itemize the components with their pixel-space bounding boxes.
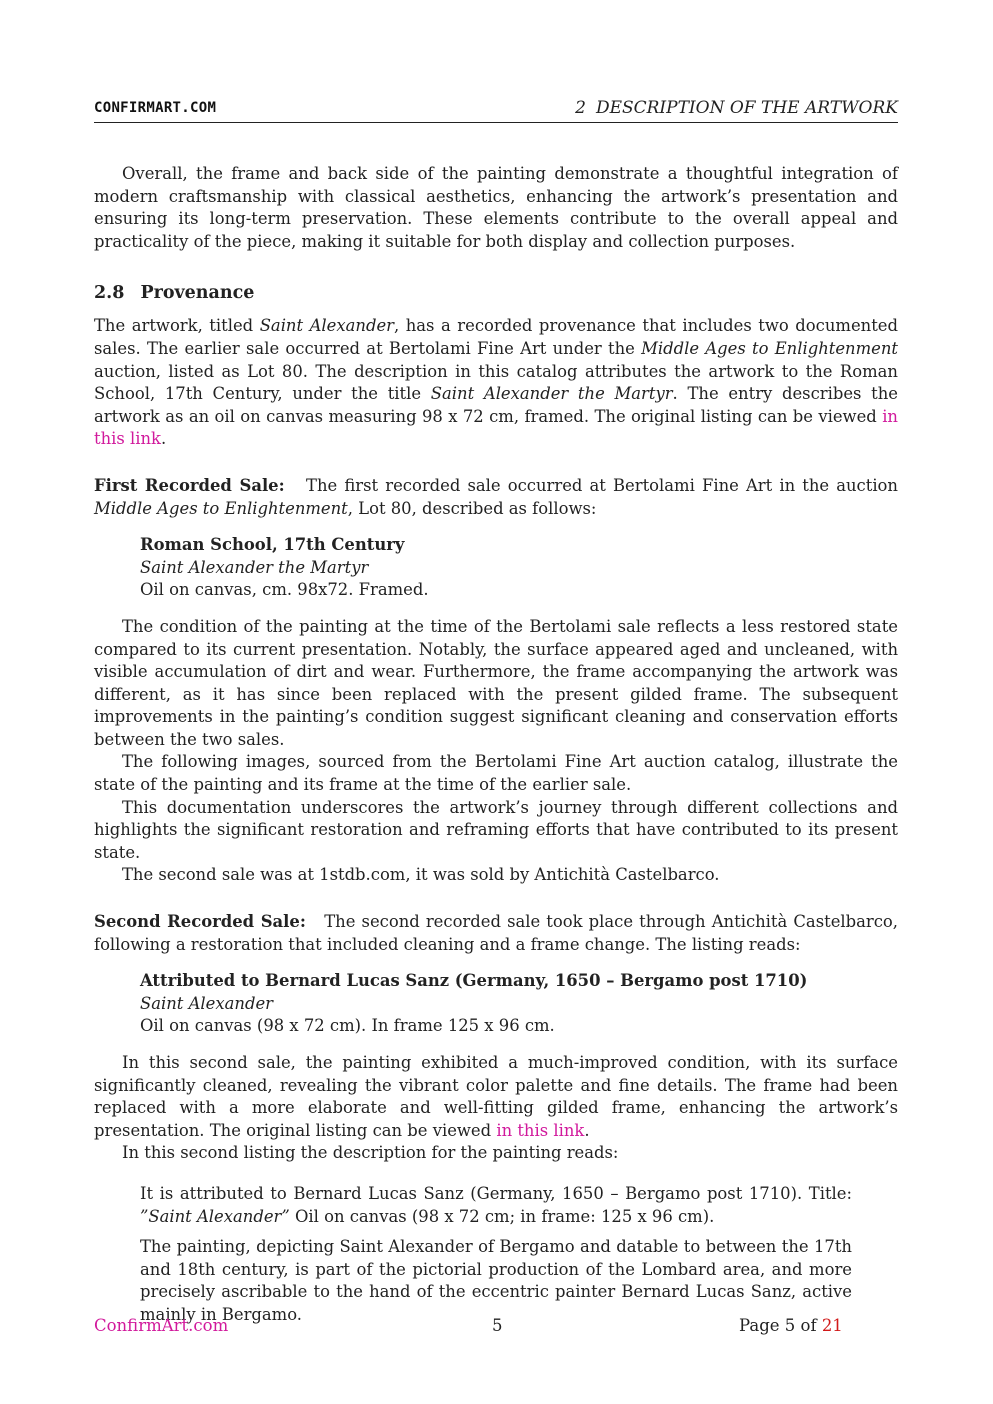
images-paragraph: The following images, sourced from the Bertolami Fine Art auction catalog, illustrate the state of the painting and its frame at the time of the earlier sale. (94, 752, 898, 795)
documentation-paragraph: This documentation underscores the artwork’s journey through different collections and highlights the significant restoration and reframing efforts that have contributed to its present state. (94, 797, 898, 862)
second-sale-paragraph (94, 911, 898, 956)
total-pages-link[interactable]: 21 (821, 1316, 843, 1335)
first-sale-paragraph (94, 475, 898, 520)
quote-attribution: Attributed to Bernard Lucas Sanz (Germany, 1650 – Bergamo post 1710) (140, 971, 808, 991)
footer-page-counter (739, 1316, 843, 1335)
auction-name: Middle Ages to Enlightenment (641, 338, 898, 358)
text-run: , Lot 80, described as follows: (347, 498, 597, 518)
intro-paragraph: Overall, the frame and back side of the painting demonstrate a thoughtful integration of modern craftsmanship with classical aesthetics, enhancing the artwork’s presentation and ensuring its long-term preservation. These elements contribute to the overall appeal and practicality of the piece, making it suitable for both display and collection purposes. (94, 164, 898, 251)
condition-paragraph: The condition of the painting at the time of the Bertolami sale reflects a less restored state compared to its current presentation. Notably, the surface appeared aged and uncleaned, with visible accumulation of dirt and wear. Furthermore, the frame accompanying the artwork was different, as it has since been replaced with the present gilded frame. The subsequent improvements in the painting’s condition suggest significant cleaning and conservation efforts between the two sales. (94, 616, 898, 749)
section-title: Provenance (140, 283, 255, 304)
page-counter-label: Page 5 of (739, 1316, 822, 1335)
text-run: , has a recorded provenance that includes two documented sales. The earlier sale occurred at Bertolami Fine Art under the (94, 316, 898, 358)
first-sale-quote (140, 534, 852, 602)
text-run: auction, listed as Lot 80. The description in this catalog attributes the artwork to the Roman School, 17th Century, under the title (94, 361, 898, 404)
provenance-paragraph (94, 315, 898, 451)
quote-medium: Oil on canvas (98 x 72 cm). In frame 125 x 96 cm. (140, 1016, 555, 1036)
text-run: It is attributed to Bernard Lucas Sanz (Germany, 1650 – Bergamo post 1710). Title: (140, 1183, 852, 1203)
footer-site-link[interactable]: ConfirmArt.com (94, 1316, 229, 1335)
second-listing-link[interactable]: in this link (496, 1120, 585, 1140)
text-run: The first recorded sale occurred at Bertolami Fine Art in the auction (306, 475, 898, 495)
page-footer (94, 1316, 898, 1340)
artwork-title: ”Saint Alexander” (140, 1206, 290, 1226)
second-sale-intro: The second sale was at 1stdb.com, it was sold by Antichità Castelbarco. (122, 865, 720, 885)
quote-title: Saint Alexander (140, 993, 273, 1013)
running-header (94, 98, 898, 123)
text-run: The artwork, titled (94, 316, 260, 336)
artwork-title: Saint Alexander the Martyr (430, 384, 673, 404)
quote-paragraph: The painting, depicting Saint Alexander of Bergamo and datable to between the 17th and 18th century, is part of the pictorial production of the Lombard area, and more precisely ascribable to the hand of the eccentric painter Bernard Lucas Sanz, active mainly in Bergamo. (140, 1237, 852, 1324)
confirmart-logo: CONFIRMART.COM (94, 100, 217, 116)
second-listing-intro: In this second listing the description for the painting reads: (122, 1143, 619, 1163)
first-sale-label: First Recorded Sale: (94, 475, 285, 495)
text-run: In this second sale, the painting exhibited a much-improved condition, with its surface significantly cleaned, revealing the vibrant color palette and fine details. The frame had been replaced with a more elaborate and well-fitting gilded frame, enhancing the artwork’s presentation. The original listing can be viewed (94, 1053, 898, 1140)
quote-medium: Oil on canvas, cm. 98x72. Framed. (140, 580, 429, 600)
second-sale-quote (140, 970, 852, 1038)
text-run: . (584, 1120, 590, 1140)
quote-paragraph (140, 1183, 852, 1228)
first-listing-link[interactable]: in this link (94, 406, 898, 449)
auction-name: Middle Ages to Enlightenment (94, 498, 348, 518)
second-listing-quote (140, 1183, 852, 1327)
section-heading (94, 281, 898, 305)
section-number: 2.8 (94, 283, 125, 304)
quote-title: Saint Alexander the Martyr (140, 557, 369, 577)
running-section-number: 2 (575, 98, 586, 118)
text-run: . (160, 429, 167, 449)
second-condition-paragraph (94, 1052, 898, 1142)
running-section-title (575, 98, 898, 118)
footer-page-number: 5 (492, 1316, 503, 1335)
text-run: Oil on canvas (98 x 72 cm; in frame: 125 x 96 cm). (289, 1206, 715, 1226)
artwork-title: Saint Alexander (259, 316, 394, 336)
running-section-name: DESCRIPTION OF THE ARTWORK (595, 98, 898, 118)
second-sale-label: Second Recorded Sale: (94, 912, 306, 932)
quote-attribution: Roman School, 17th Century (140, 535, 405, 555)
text-run: . The entry describes the artwork as an oil on canvas measuring 98 x 72 cm, framed. The original listing can be viewed (94, 384, 898, 426)
page-body (94, 163, 898, 1327)
text-run: The second recorded sale took place through Antichità Castelbarco, following a restoration that included cleaning and a frame change. The listing reads: (94, 912, 899, 954)
